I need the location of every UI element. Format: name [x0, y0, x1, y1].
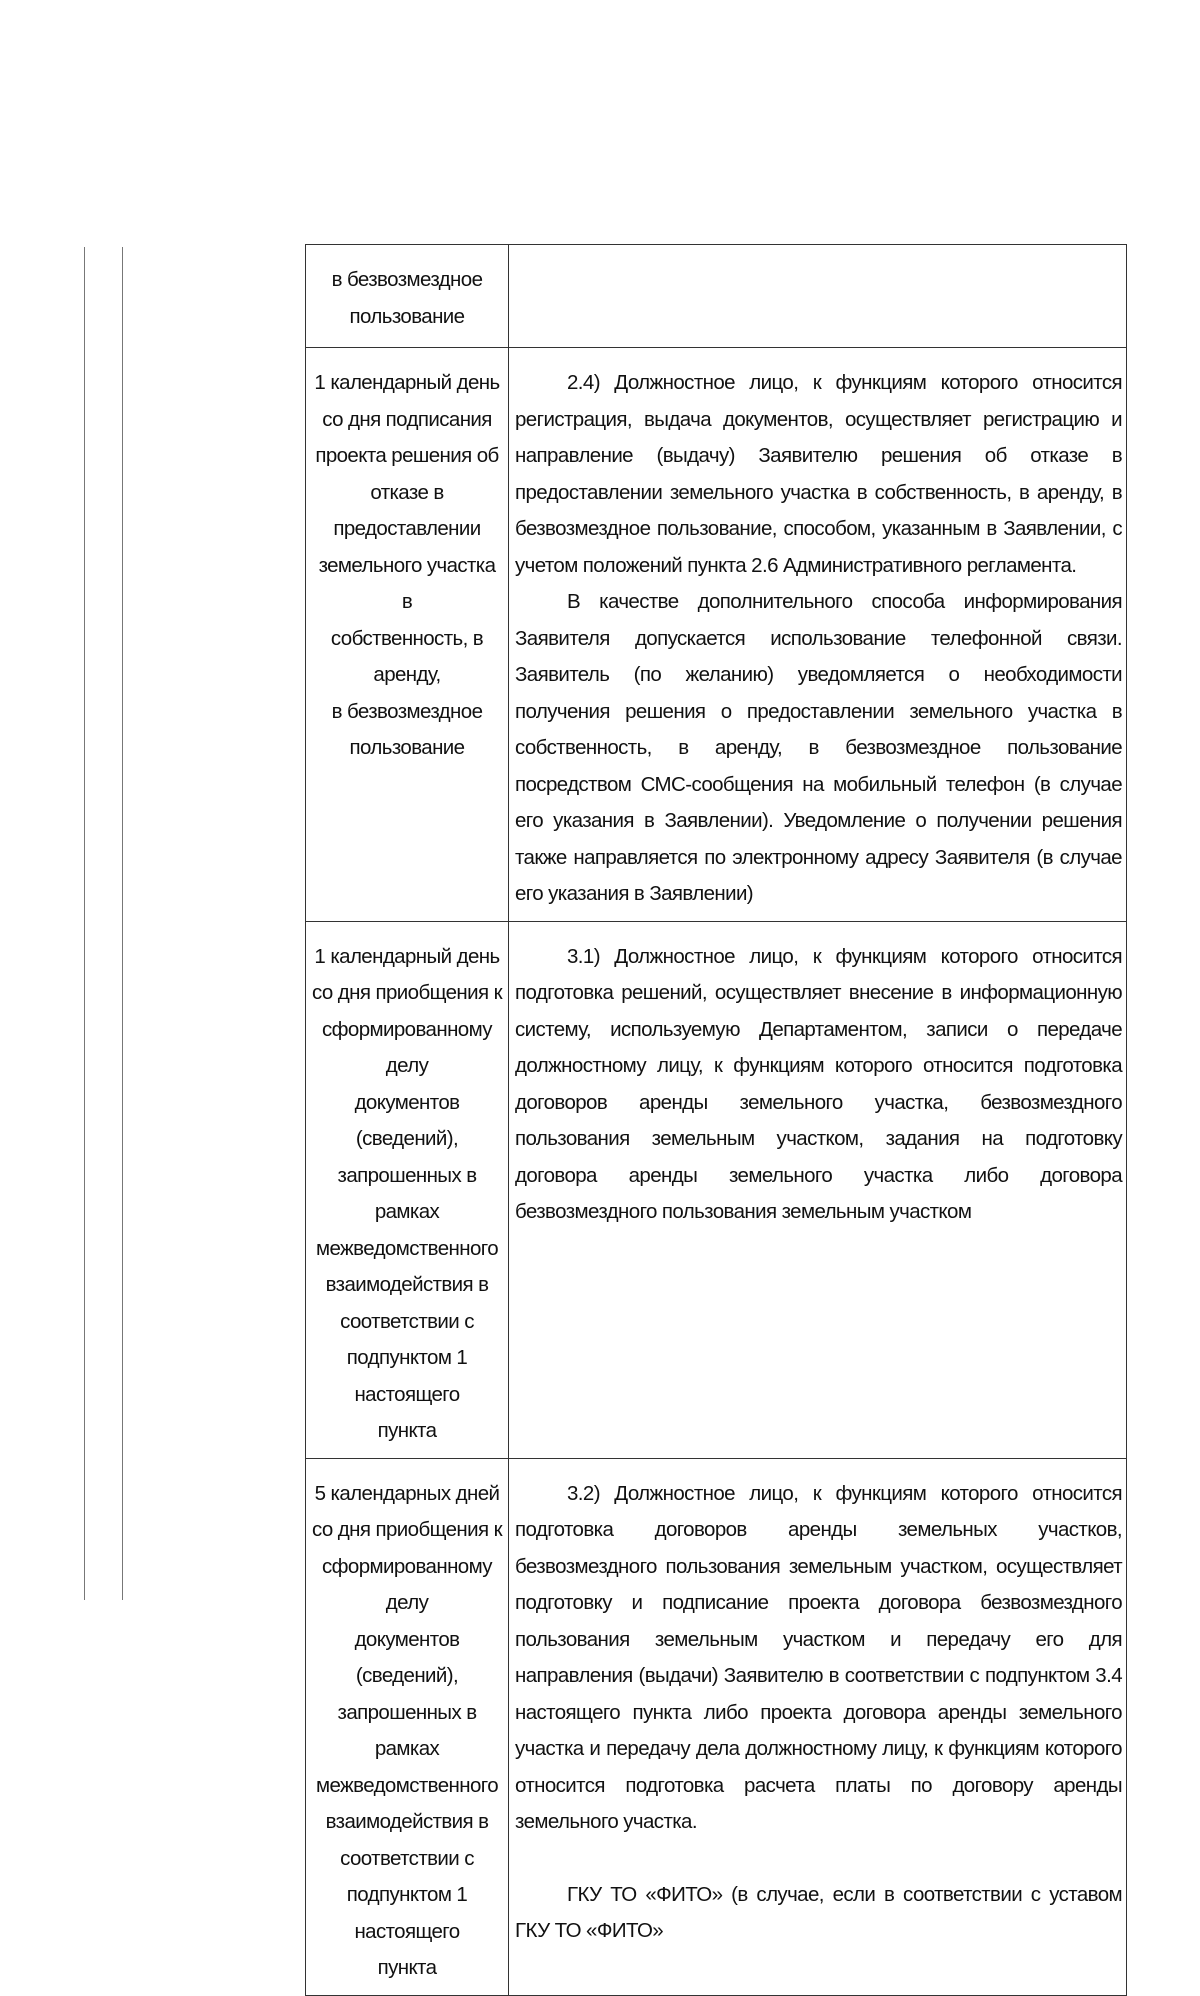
action-paragraph: 3.1) Должностное лицо, к функциям которого относится подготовка решений, осуществляет внесение в информационную систему, используемую Департаментом, записи о передаче должностному лицу, к функциям которого относится подготовка договоров аренды земельного участка, безвозмездного пользования земельным участком, задания на подготовку договора аренды земельного участка либо договора безвозмездного пользования земельным участком: [515, 944, 1122, 1223]
action-cell: [509, 348, 1127, 922]
margin-line-right: [122, 247, 123, 1600]
action-cell: [509, 245, 1127, 348]
action-paragraph: 2.4) Должностное лицо, к функциям которого относится регистрация, выдача документов, осуществляет регистрацию и направление (выдачу) Заявителю решения об отказе в предоставлении земельного участка в собственность, в аренду, в безвозмездное пользование, способом, указанным в Заявлении, с учетом положений пункта 2.6 Административного регламента.: [515, 371, 1122, 577]
term-cell: [306, 348, 509, 922]
action-cell: [509, 1458, 1127, 1995]
action-paragraph: 3.2) Должностное лицо, к функциям которого относится подготовка договоров аренды земельных участков, безвозмездного пользования земельным участком, осуществляет подготовку и подписание проекта договора безвозмездного пользования земельным участком и передачу его для направления (выдачи) Заявителю в соответствии с подпунктом 3.4 настоящего пункта либо проекта договора аренды земельного участка и передачу дела должностному лицу, к функциям которого относится подготовка расчета платы по договору аренды земельного участка.: [515, 1481, 1122, 1833]
table-row: [306, 921, 1127, 1458]
action-cell: [509, 921, 1127, 1458]
table-row: [306, 245, 1127, 348]
margin-line-left: [84, 247, 85, 1600]
term-text: 1 календарный день со дня подписания проекта решения об отказе в предоставлении земельного участка в собственность, в аренду, в безвозмездное пользование: [314, 371, 500, 759]
table-row: [306, 1458, 1127, 1995]
table-row: [306, 348, 1127, 922]
term-cell: [306, 245, 509, 348]
term-cell: [306, 921, 509, 1458]
term-text: 1 календарный день со дня приобщения к сформированному делу документов (сведений), запрошенных в рамках межведомственного взаимодействия в соответствии с подпунктом 1 настоящего пункта: [312, 944, 502, 1442]
paragraph-gap: [515, 1841, 1122, 1877]
action-paragraph: ГКУ ТО «ФИТО» (в случае, если в соответствии с уставом ГКУ ТО «ФИТО»: [515, 1882, 1122, 1942]
term-cell: [306, 1458, 509, 1995]
procedure-table-body: [306, 245, 1127, 1996]
procedure-table: [305, 244, 1127, 1996]
term-text: 5 календарных дней со дня приобщения к сформированному делу документов (сведений), запрошенных в рамках межведомственного взаимодействия в соответствии с подпунктом 1 настоящего пункта: [312, 1481, 502, 1979]
term-text: в безвозмездное пользование: [331, 268, 483, 328]
action-paragraph: В качестве дополнительного способа информирования Заявителя допускается использование телефонной связи. Заявитель (по желанию) уведомляется о необходимости получения решения о предоставлении земельного участка в собственность, в аренду, в безвозмездное пользование посредством СМС-сообщения на мобильный телефон (в случае его указания в Заявлении). Уведомление о получении решения также направляется по электронному адресу Заявителя (в случае его указания в Заявлении): [515, 590, 1122, 905]
